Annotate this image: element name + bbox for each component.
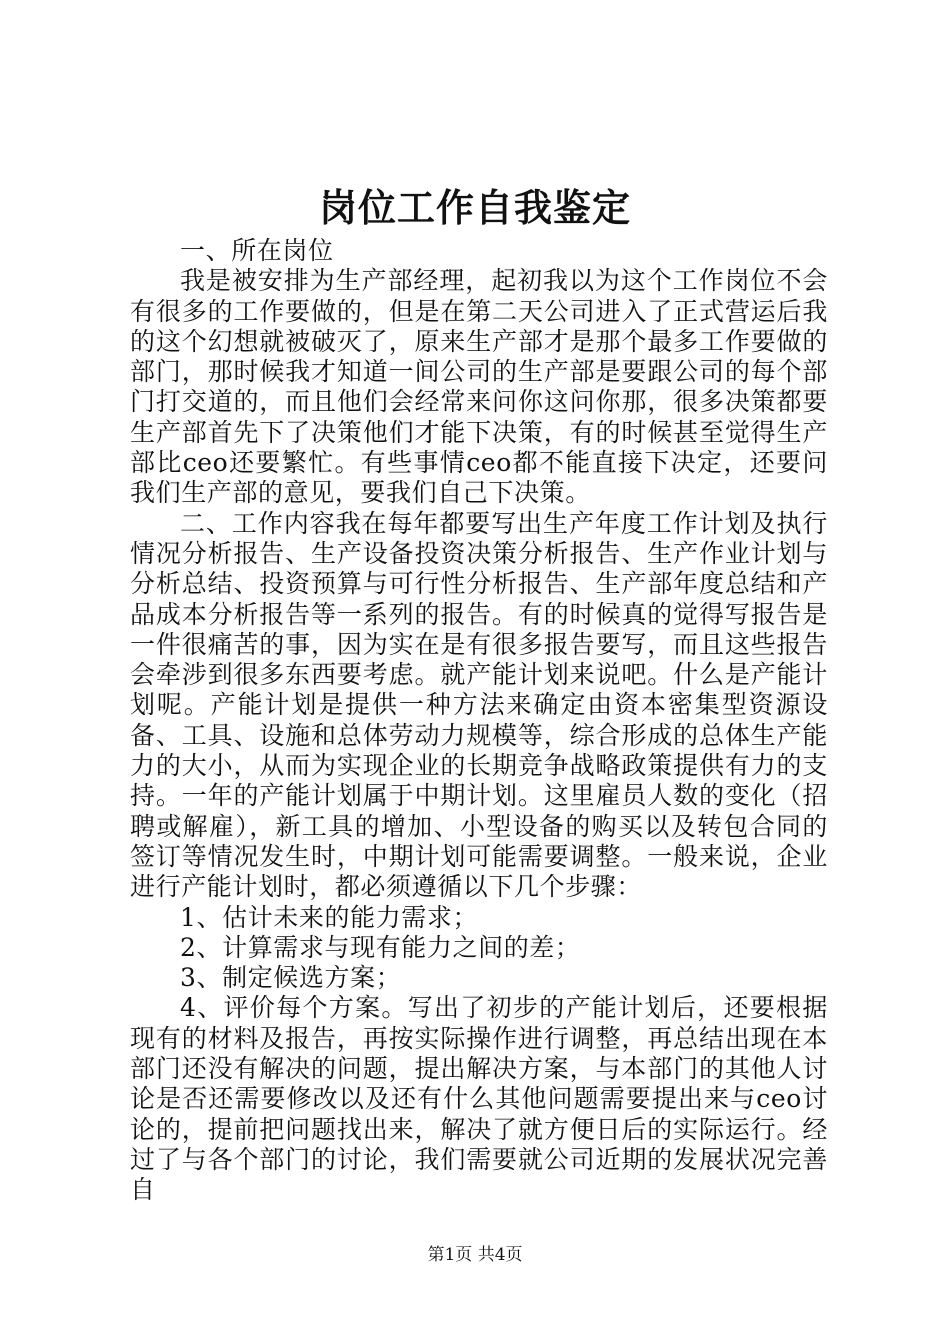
paragraph-position-description: 我是被安排为生产部经理，起初我以为这个工作岗位不会有很多的工作要做的，但是在第二天公司进入了正式营运后我的这个幻想就被破灭了，原来生产部才是那个最多工作要做的部门，那时候我才知道一间公司的生产部是要跟公司的每个部门打交道的，而且他们会经常来问你这问你那，很多决策都要生产部首先下了决策他们才能下决策，有的时候甚至觉得生产部比ceo还要繁忙。有些事情ceo都不能直接下决定，还要问我们生产部的意见，要我们自己下决策。 bbox=[130, 266, 828, 508]
step-item-3: 3、制定候选方案； bbox=[180, 963, 402, 993]
document-body bbox=[130, 236, 828, 1206]
step-item-1: 1、估计未来的能力需求； bbox=[180, 902, 479, 932]
page-footer: 第1页 共4页 bbox=[427, 1245, 523, 1265]
section-heading-position: 一、所在岗位 bbox=[180, 236, 334, 265]
paragraph-work-content: 二、工作内容我在每年都要写出生产年度工作计划及执行情况分析报告、生产设备投资决策分析报告、生产作业计划与分析总结、投资预算与可行性分析报告、生产部年度总结和产品成本分析报告等一系列的报告。有的时候真的觉得写报告是一件很痛苦的事，因为实在是有很多报告要写，而且这些报告会牵涉到很多东西要考虑。就产能计划来说吧。什么是产能计划呢。产能计划是提供一种方法来确定由资本密集型资源设备、工具、设施和总体劳动力规模等，综合形成的总体生产能力的大小，从而为实现企业的长期竞争战略政策提供有力的支持。一年的产能计划属于中期计划。这里雇员人数的变化（招聘或解雇），新工具的增加、小型设备的购买以及转包合同的签订等情况发生时，中期计划可能需要调整。一般来说，企业进行产能计划时，都必须遵循以下几个步骤： bbox=[130, 508, 828, 902]
step-item-4: 4、评价每个方案。写出了初步的产能计划后，还要根据现有的材料及报告，再按实际操作进行调整，再总结出现在本部门还没有解决的问题，提出解决方案，与本部门的其他人讨论是否还需要修改以及还有什么其他问题需要提出来与ceo讨论的，提前把问题找出来，解决了就方便日后的实际运行。经过了与各个部门的讨论，我们需要就公司近期的发展状况完善自 bbox=[130, 993, 828, 1205]
document-title: 岗位工作自我鉴定 bbox=[318, 185, 631, 230]
step-item-2: 2、计算需求与现有能力之间的差； bbox=[180, 932, 581, 962]
